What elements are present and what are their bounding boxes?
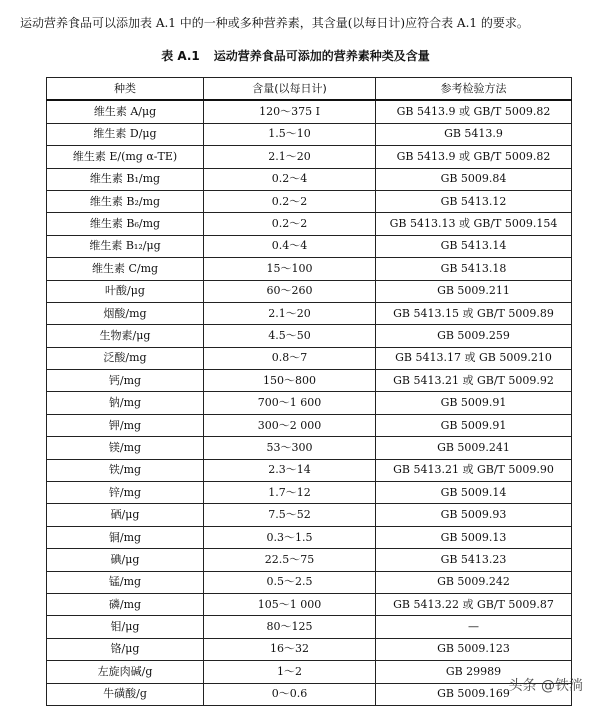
table-row <box>47 437 572 459</box>
method-cell: GB 5413.13 或 GB/T 5009.154 <box>376 213 572 235</box>
table-row <box>47 258 572 280</box>
nutrient-cell: 钼/μg <box>47 616 204 638</box>
nutrient-cell: 镁/mg <box>47 437 204 459</box>
table-number: 表 A.1 <box>161 49 200 63</box>
table-row <box>47 190 572 212</box>
amount-cell: 0～0.6 <box>204 683 376 705</box>
nutrient-cell: 左旋肉碱/g <box>47 661 204 683</box>
table-row <box>47 302 572 324</box>
nutrient-table <box>46 77 572 706</box>
header-method: 参考检验方法 <box>376 78 572 101</box>
table-row <box>47 168 572 190</box>
method-cell: GB 5009.211 <box>376 280 572 302</box>
method-cell: GB 5413.23 <box>376 549 572 571</box>
method-cell: GB 5009.169 <box>376 683 572 705</box>
amount-cell: 0.2～2 <box>204 190 376 212</box>
amount-cell: 1～2 <box>204 661 376 683</box>
method-cell: GB 5009.259 <box>376 325 572 347</box>
method-cell: GB 5009.93 <box>376 504 572 526</box>
amount-cell: 2.1～20 <box>204 146 376 168</box>
amount-cell: 0.5～2.5 <box>204 571 376 593</box>
table-row <box>47 100 572 123</box>
amount-cell: 7.5～52 <box>204 504 376 526</box>
method-cell: GB 5413.9 或 GB/T 5009.82 <box>376 146 572 168</box>
nutrient-cell: 烟酸/mg <box>47 302 204 324</box>
method-cell: GB 5009.91 <box>376 414 572 436</box>
method-cell: GB 5009.84 <box>376 168 572 190</box>
nutrient-cell: 维生素 B₁/mg <box>47 168 204 190</box>
table-row <box>47 593 572 615</box>
amount-cell: 16～32 <box>204 638 376 660</box>
nutrient-cell: 叶酸/μg <box>47 280 204 302</box>
watermark: 头条 @铁淌 <box>508 678 583 694</box>
nutrient-cell: 碘/μg <box>47 549 204 571</box>
amount-cell: 1.5～10 <box>204 123 376 145</box>
table-row <box>47 549 572 571</box>
table-row <box>47 661 572 683</box>
nutrient-cell: 维生素 E/(mg α-TE) <box>47 146 204 168</box>
method-cell: GB 5009.123 <box>376 638 572 660</box>
table-row <box>47 571 572 593</box>
nutrient-cell: 维生素 B₂/mg <box>47 190 204 212</box>
method-cell: GB 5413.22 或 GB/T 5009.87 <box>376 593 572 615</box>
table-caption <box>0 46 591 66</box>
nutrient-cell: 维生素 A/μg <box>47 100 204 123</box>
method-cell: GB 29989 <box>376 661 572 683</box>
amount-cell: 2.1～20 <box>204 302 376 324</box>
method-cell: GB 5413.15 或 GB/T 5009.89 <box>376 302 572 324</box>
amount-cell: 60～260 <box>204 280 376 302</box>
method-cell: GB 5009.14 <box>376 482 572 504</box>
nutrient-cell: 铜/mg <box>47 526 204 548</box>
method-cell: GB 5413.9 <box>376 123 572 145</box>
amount-cell: 300～2 000 <box>204 414 376 436</box>
table-row <box>47 526 572 548</box>
method-cell: GB 5413.9 或 GB/T 5009.82 <box>376 100 572 123</box>
intro-paragraph: 运动营养食品可以添加表 A.1 中的一种或多种营养素，其含量(以每日计)应符合表 A.1 的要求。 <box>20 16 529 30</box>
nutrient-cell: 维生素 C/mg <box>47 258 204 280</box>
amount-cell: 0.8～7 <box>204 347 376 369</box>
table-row <box>47 459 572 481</box>
method-cell: GB 5009.13 <box>376 526 572 548</box>
header-category: 种类 <box>47 78 204 101</box>
nutrient-cell: 硒/μg <box>47 504 204 526</box>
table-row <box>47 347 572 369</box>
method-cell: GB 5009.241 <box>376 437 572 459</box>
table-row <box>47 213 572 235</box>
nutrient-cell: 锰/mg <box>47 571 204 593</box>
amount-cell: 0.2～2 <box>204 213 376 235</box>
table-header-row <box>47 78 572 101</box>
amount-cell: 105～1 000 <box>204 593 376 615</box>
table-row <box>47 504 572 526</box>
header-amount: 含量(以每日计) <box>204 78 376 101</box>
amount-cell: 700～1 600 <box>204 392 376 414</box>
method-cell: GB 5413.17 或 GB 5009.210 <box>376 347 572 369</box>
method-cell: GB 5413.12 <box>376 190 572 212</box>
table-row <box>47 414 572 436</box>
amount-cell: 53～300 <box>204 437 376 459</box>
method-cell: GB 5413.21 或 GB/T 5009.90 <box>376 459 572 481</box>
nutrient-cell: 铁/mg <box>47 459 204 481</box>
amount-cell: 15～100 <box>204 258 376 280</box>
nutrient-cell: 铬/μg <box>47 638 204 660</box>
method-cell: GB 5009.91 <box>376 392 572 414</box>
table-row <box>47 616 572 638</box>
table-row <box>47 392 572 414</box>
amount-cell: 22.5～75 <box>204 549 376 571</box>
nutrient-cell: 锌/mg <box>47 482 204 504</box>
nutrient-cell: 牛磺酸/g <box>47 683 204 705</box>
method-cell: GB 5413.21 或 GB/T 5009.92 <box>376 370 572 392</box>
nutrient-cell: 维生素 B₁₂/μg <box>47 235 204 257</box>
method-cell: GB 5413.14 <box>376 235 572 257</box>
table-row <box>47 370 572 392</box>
table-row <box>47 482 572 504</box>
amount-cell: 150～800 <box>204 370 376 392</box>
nutrient-cell: 维生素 B₆/mg <box>47 213 204 235</box>
nutrient-cell: 泛酸/mg <box>47 347 204 369</box>
amount-cell: 1.7～12 <box>204 482 376 504</box>
nutrient-cell: 钠/mg <box>47 392 204 414</box>
amount-cell: 2.3～14 <box>204 459 376 481</box>
method-cell: — <box>376 616 572 638</box>
nutrient-cell: 磷/mg <box>47 593 204 615</box>
nutrient-cell: 钾/mg <box>47 414 204 436</box>
table-row <box>47 325 572 347</box>
amount-cell: 120～375 Ⅰ <box>204 100 376 123</box>
nutrient-cell: 钙/mg <box>47 370 204 392</box>
nutrient-cell: 维生素 D/μg <box>47 123 204 145</box>
method-cell: GB 5413.18 <box>376 258 572 280</box>
amount-cell: 0.2～4 <box>204 168 376 190</box>
amount-cell: 0.3～1.5 <box>204 526 376 548</box>
amount-cell: 0.4～4 <box>204 235 376 257</box>
table-title: 运动营养食品可添加的营养素种类及含量 <box>213 49 430 63</box>
amount-cell: 4.5～50 <box>204 325 376 347</box>
table-row <box>47 123 572 145</box>
table-row <box>47 235 572 257</box>
table-row <box>47 683 572 705</box>
table-row <box>47 146 572 168</box>
nutrient-cell: 生物素/μg <box>47 325 204 347</box>
table-row <box>47 638 572 660</box>
table-row <box>47 280 572 302</box>
amount-cell: 80～125 <box>204 616 376 638</box>
method-cell: GB 5009.242 <box>376 571 572 593</box>
